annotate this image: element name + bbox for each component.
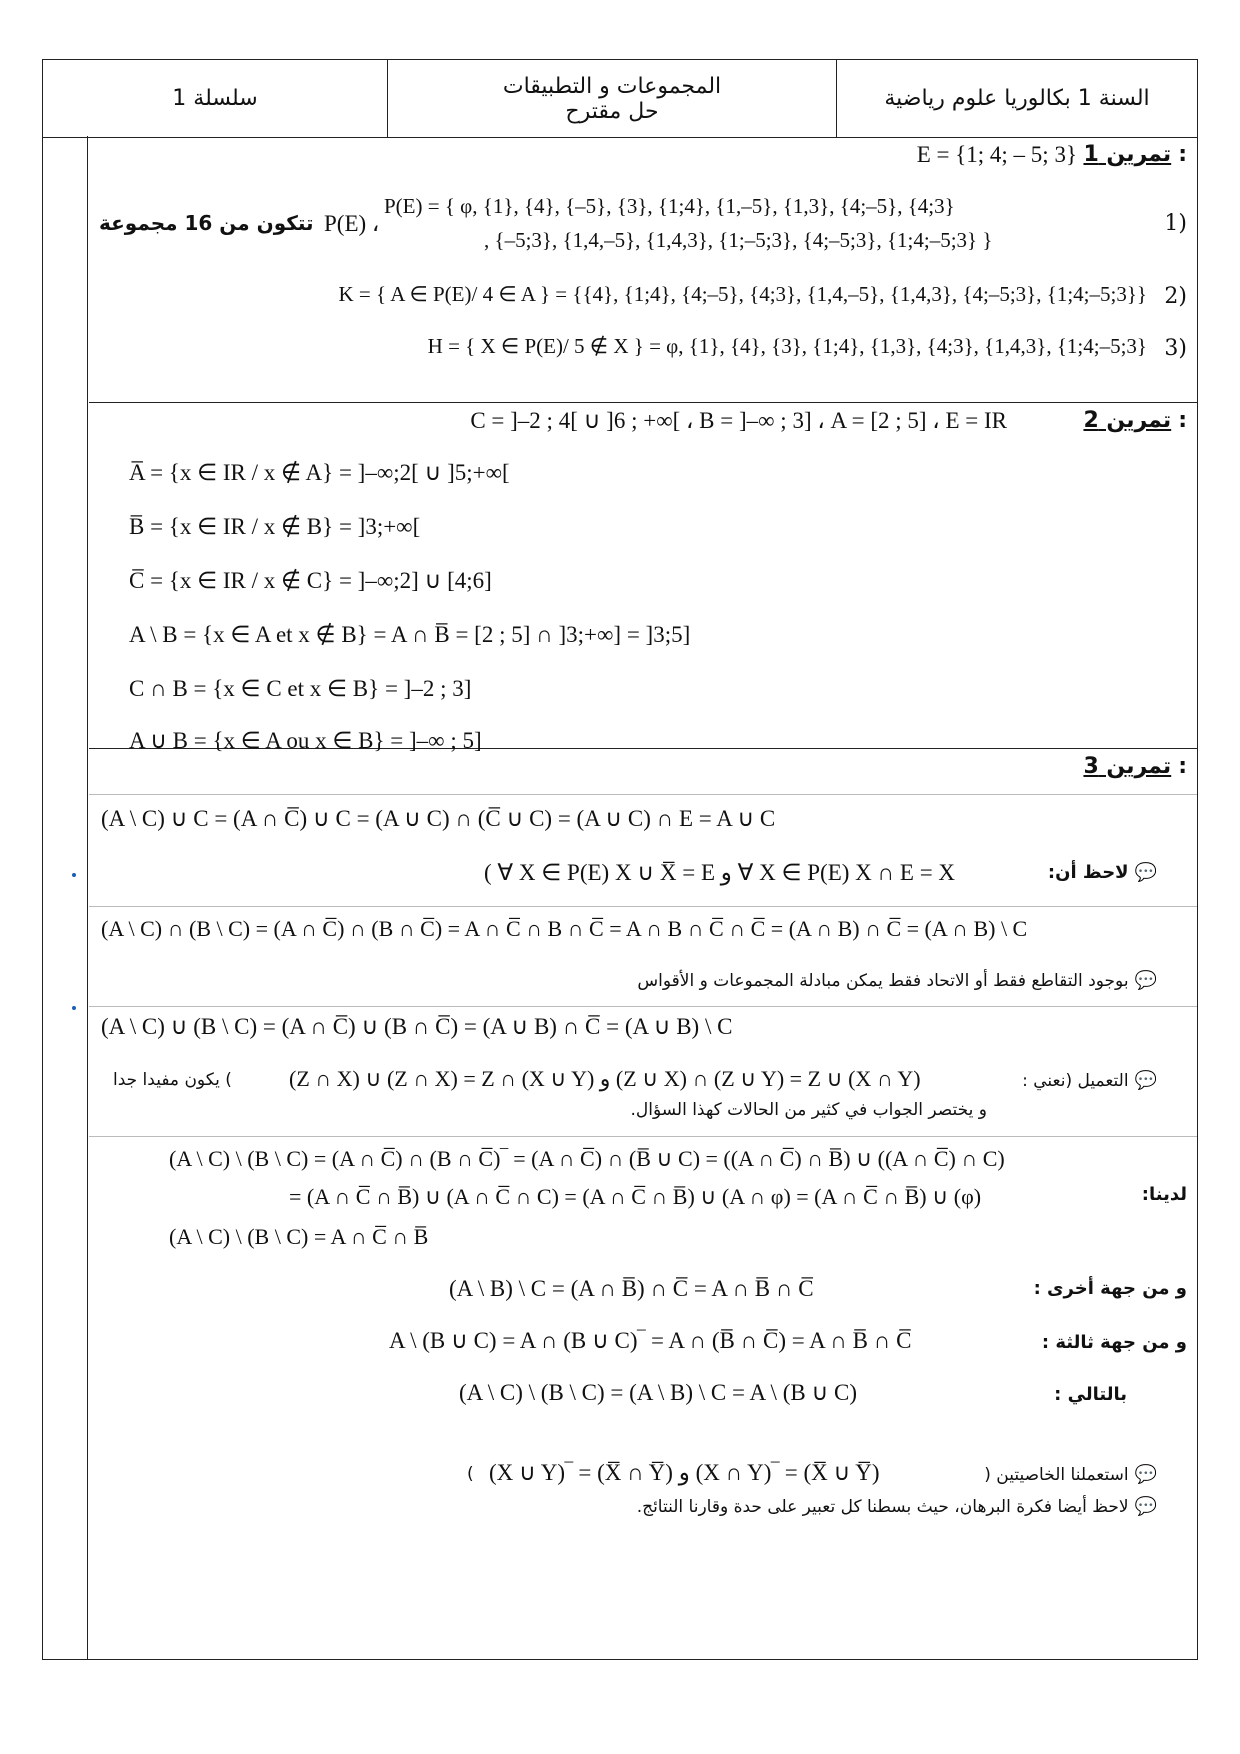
margin-dot	[72, 1006, 76, 1010]
ex2-line: A \ B = {x ∈ A et x ∉ B} = A ∩ B̅ = [2 ; 5] ∩ ]3;+∞] = ]3;5]	[129, 622, 691, 647]
speech-bubble-icon: 💬	[1134, 862, 1157, 883]
ex3-note1-math: ( ∀ X ∈ P(E) X ∪ X̅ = E و ∀ X ∈ P(E) X ∩ E = X	[484, 860, 956, 885]
margin-dot	[72, 873, 76, 877]
ex1-num1: 1)	[1164, 211, 1187, 236]
ex2-line: B̅ = {x ∈ IR / x ∉ B} = ]3;+∞[	[129, 514, 421, 539]
ex1-num2: 2)	[1164, 284, 1187, 309]
ex3-prop: 💬استعملنا الخاصيتين (	[984, 1464, 1157, 1485]
ex3-third-math: A \ (B ∪ C) = A ∩ (B ∪ C)‾ = A ∩ (B̅ ∩ C̅) = A ∩ B̅ ∩ C̅	[389, 1328, 912, 1353]
ex3-note2: 💬بوجود التقاطع فقط أو الاتحاد فقط يمكن مبادلة المجموعات و الأقواس	[637, 970, 1157, 991]
left-margin	[43, 136, 88, 1659]
header-topic-cell	[387, 60, 836, 137]
divider	[89, 794, 1197, 795]
ex1-K-def: K = { A ∈ P(E)/ 4 ∈ A } = {{4}, {1;4}, {4;–5}, {4;3}, {1,4,–5}, {1,4,3}, {4;–5;3}, {1;4;–5;3}}	[338, 282, 1147, 306]
ex1-PE-note-math: P(E) ،	[324, 211, 380, 236]
ex1-heading	[1083, 142, 1187, 167]
speech-bubble-icon: 💬	[1134, 970, 1157, 991]
ex2-title: تمرين 2	[1083, 408, 1172, 433]
header-topic-line2: حل مقترح	[565, 98, 659, 124]
ex2-heading	[1083, 408, 1187, 433]
speech-bubble-icon: 💬	[1134, 1496, 1157, 1517]
header-series: سلسلة 1	[172, 86, 258, 111]
ex3-conc-math: (A \ C) \ (B \ C) = (A \ B) \ C = A \ (B ∪ C)	[459, 1380, 858, 1405]
ex2-line: C ∩ B = {x ∈ C et x ∈ B} = ]–2 ; 3]	[129, 676, 472, 701]
ex3-note3-end: ) يكون مفيدا جدا	[113, 1070, 232, 1090]
ex3-title: تمرين 3	[1083, 754, 1172, 779]
ex2-given: C = ]–2 ; 4[ ∪ ]6 ; +∞[ ، B = ]–∞ ; 3] ، A = [2 ; 5] ، E = IR	[470, 408, 1007, 433]
divider	[89, 906, 1197, 907]
ex3-note1: 💬لاحظ أن:	[1047, 862, 1157, 883]
ex3-note3-line2: و يختصر الجواب في كثير من الحالات كهذا السؤال.	[630, 1100, 987, 1120]
ex3-prop-end: )	[467, 1464, 474, 1484]
ex2-colon: :	[1178, 408, 1187, 433]
header-topic-line1: المجموعات و التطبيقات	[502, 73, 722, 99]
ex3-other-math: (A \ B) \ C = (A ∩ B̅) ∩ C̅ = A ∩ B̅ ∩ C̅	[449, 1276, 814, 1301]
divider	[89, 1136, 1197, 1137]
ex3-colon: :	[1178, 754, 1187, 779]
ex3-part1: (A \ C) ∪ C = (A ∩ C̅) ∪ C = (A ∪ C) ∩ (C̅ ∪ C) = (A ∪ C) ∩ E = A ∪ C	[101, 806, 776, 831]
ex3-p4-line3: (A \ C) \ (B \ C) = A ∩ C̅ ∩ B̅	[169, 1224, 429, 1249]
header-series-cell	[43, 60, 387, 137]
exercise-3	[89, 748, 1197, 1659]
ex2-line: C̅ = {x ∈ IR / x ∉ C} = ]–∞;2] ∪ [4;6]	[129, 568, 492, 593]
ex3-other-label: و من جهة أخرى :	[1033, 1278, 1187, 1299]
ex1-num3: 3)	[1164, 336, 1187, 361]
ex3-p4-line1: (A \ C) \ (B \ C) = (A ∩ C̅) ∩ (B ∩ C̅)‾ = (A ∩ C̅) ∩ (B̅ ∪ C) = ((A ∩ C̅) ∩ B̅) ∪ ((A ∩ C̅) ∩ C)	[169, 1146, 1005, 1171]
header-level: السنة 1 بكالوريا علوم رياضية	[884, 86, 1150, 111]
content-frame	[42, 136, 1198, 1660]
ex3-note3: 💬التعميل (نعني :	[1022, 1070, 1157, 1091]
ex3-heading	[1083, 754, 1187, 779]
ex3-prop-math: (X ∪ Y)‾ = (X̅ ∩ Y̅) و (X ∩ Y)‾ = (X̅ ∪ Y̅)	[489, 1460, 880, 1485]
ex3-part3: (A \ C) ∪ (B \ C) = (A ∩ C̅) ∪ (B ∩ C̅) = (A ∪ B) ∩ C̅ = (A ∪ B) \ C	[101, 1014, 733, 1039]
ex1-colon: :	[1178, 142, 1187, 167]
ex1-PE-row2: , {–5;3}, {1,4,–5}, {1,4,3}, {1;–5;3}, {4;–5;3}, {1;4;–5;3} }	[484, 228, 993, 252]
page	[42, 59, 1198, 1659]
ex1-title: تمرين 1	[1083, 142, 1172, 167]
divider	[89, 1006, 1197, 1007]
ex2-line: A̅ = {x ∈ IR / x ∉ A} = ]–∞;2[ ∪ ]5;+∞[	[129, 460, 510, 485]
ex1-PE-note: تتكون من 16 مجموعة	[99, 211, 314, 235]
ex3-final-note: 💬لاحظ أيضا فكرة البرهان، حيث بسطنا كل تعبير على حدة وقارنا النتائج.	[636, 1496, 1157, 1517]
speech-bubble-icon: 💬	[1134, 1070, 1157, 1091]
speech-bubble-icon: 💬	[1134, 1464, 1157, 1485]
ex2-line: A ∪ B = {x ∈ A ou x ∈ B} = ]–∞ ; 5]	[129, 728, 482, 753]
ex1-PE-row1: P(E) = { φ, {1}, {4}, {–5}, {3}, {1;4}, {1,–5}, {1,3}, {4;–5}, {4;3}	[384, 194, 955, 218]
ex3-part2: (A \ C) ∩ (B \ C) = (A ∩ C̅) ∩ (B ∩ C̅) = A ∩ C̅ ∩ B ∩ C̅ = A ∩ B ∩ C̅ ∩ C̅ = (A ∩ B) ∩ C̅ = (A ∩ B) \ C	[101, 916, 1028, 941]
exercise-1	[89, 136, 1197, 403]
ex3-p4-line2: = (A ∩ C̅ ∩ B̅) ∪ (A ∩ C̅ ∩ C) = (A ∩ C̅ ∩ B̅) ∪ (A ∩ φ) = (A ∩ C̅ ∩ B̅) ∪ (φ)	[289, 1184, 982, 1209]
ex3-conc-label: بالتالي :	[1054, 1384, 1127, 1405]
ex3-third-label: و من جهة ثالثة :	[1041, 1332, 1187, 1353]
ex1-H-def: H = { X ∈ P(E)/ 5 ∉ X } = φ, {1}, {4}, {3}, {1;4}, {1,3}, {4;3}, {1,4,3}, {1;4;–5;3}	[427, 334, 1147, 358]
exercise-2	[89, 402, 1197, 753]
ex1-E-def: E = {1; 4; – 5; 3}	[916, 142, 1077, 167]
ex3-note3-math: (Z ∩ X) ∪ (Z ∩ X) = Z ∩ (X ∪ Y) و (Z ∪ X) ∩ (Z ∪ Y) = Z ∪ (X ∩ Y)	[289, 1066, 921, 1091]
header-level-cell	[836, 60, 1197, 137]
ex3-lahna: لدينا:	[1141, 1184, 1187, 1205]
content	[89, 136, 1197, 1659]
header-table	[42, 59, 1198, 138]
